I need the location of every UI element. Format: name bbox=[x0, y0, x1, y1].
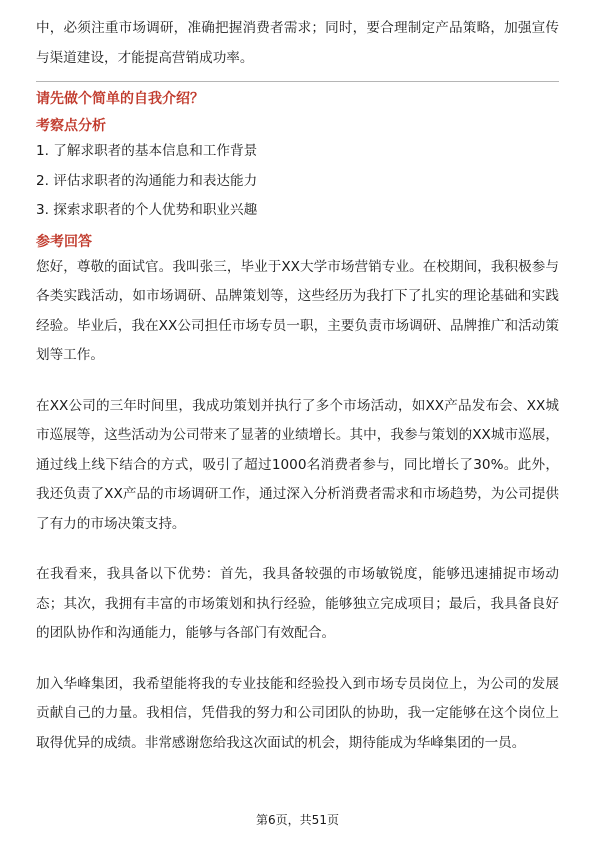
list-item: 1. 了解求职者的基本信息和工作背景 bbox=[36, 143, 258, 159]
answer-text: 您好，尊敬的面试官。我叫张三，毕业于XX大学市场营销专业。在校期间，我积极参与各类实践活动，如市场调研、品牌策划等，这些经历为我打下了扎实的理论基础和实践经验。毕业后，我在XX公司担任市场专员一职，主要负责市场调研、品牌推广和活动策划等工作。 bbox=[36, 258, 559, 363]
answer-paragraph bbox=[36, 253, 559, 371]
reference-heading: 参考回答 bbox=[36, 233, 92, 250]
answer-text: 加入华峰集团，我希望能将我的专业技能和经验投入到市场专员岗位上，为公司的发展贡献自己的力量。我相信，凭借我的努力和公司团队的协助，我一定能够在这个岗位上取得优异的成绩。非常感谢您给我这次面试的机会，期待能成为华峰集团的一员。 bbox=[36, 675, 559, 751]
analysis-heading: 考察点分析 bbox=[36, 118, 106, 134]
answer-paragraph bbox=[36, 560, 559, 649]
list-item: 2. 评估求职者的沟通能力和表达能力 bbox=[36, 172, 258, 189]
list-item: 3. 探索求职者的个人优势和职业兴趣 bbox=[36, 202, 258, 218]
page-content bbox=[36, 0, 559, 758]
section-divider bbox=[36, 81, 559, 82]
intro-paragraph: 中，必须注重市场调研，准确把握消费者需求；同时，要合理制定产品策略，加强宣传与渠道建设，才能提高营销成功率。 bbox=[36, 20, 559, 66]
answer-text: 在XX公司的三年时间里，我成功策划并执行了多个市场活动，如XX产品发布会、XX城市巡展等，这些活动为公司带来了显著的业绩增长。其中，我参与策划的XX城市巡展，通过线上线下结合的方式，吸引了超过1000名消费者参与，同比增长了30%。此外，我还负责了XX产品的市场调研工作，通过深入分析消费者需求和市场趋势，为公司提供了有力的市场决策支持。 bbox=[36, 397, 559, 532]
answer-text: 在我看来，我具备以下优势：首先，我具备较强的市场敏锐度，能够迅速捕捉市场动态；其次，我拥有丰富的市场策划和执行经验，能够独立完成项目；最后，我具备良好的团队协作和沟通能力，能够与各部门有效配合。 bbox=[36, 566, 559, 641]
answer-paragraph bbox=[36, 392, 559, 540]
interview-question: 请先做个简单的自我介绍？ bbox=[36, 91, 204, 107]
analysis-list bbox=[36, 137, 559, 226]
page-footer: 第6页，共51页 bbox=[256, 813, 339, 827]
answer-paragraph bbox=[36, 670, 559, 759]
